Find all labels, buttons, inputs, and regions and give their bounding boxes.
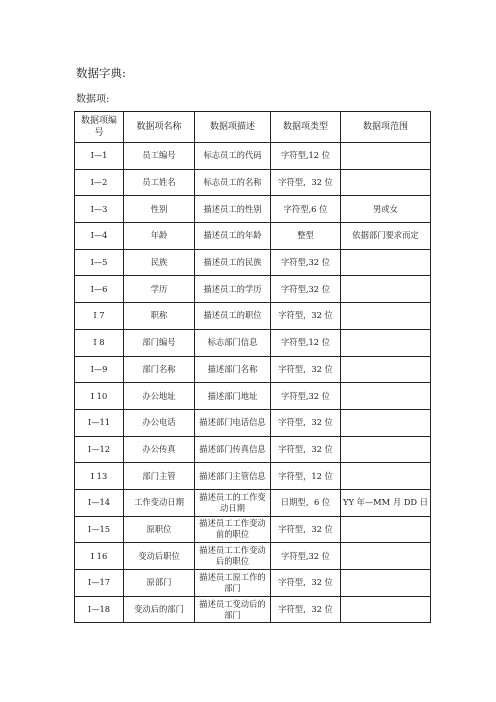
cell-type: 字符型,32 位 <box>271 543 341 570</box>
cell-type: 字符型，32 位 <box>271 436 341 463</box>
cell-range <box>341 409 431 436</box>
cell-type: 字符型，32 位 <box>271 169 341 196</box>
cell-type: 整型 <box>271 223 341 250</box>
cell-id: I 10 <box>75 383 124 410</box>
cell-desc: 标志员工的代码 <box>195 143 271 170</box>
header-name: 数据项名称 <box>124 112 195 143</box>
table-row <box>75 383 431 410</box>
table-row <box>75 249 431 276</box>
table-row <box>75 409 431 436</box>
header-type: 数据项类型 <box>271 112 341 143</box>
cell-type: 字符型,32 位 <box>271 276 341 303</box>
cell-desc: 描述员工工作变动后的职位 <box>195 543 271 570</box>
cell-desc: 描述部门电话信息 <box>195 409 271 436</box>
table-row <box>75 196 431 223</box>
table-row <box>75 329 431 356</box>
cell-range: 男或女 <box>341 196 431 223</box>
table-row <box>75 543 431 570</box>
cell-range <box>341 143 431 170</box>
cell-id: I 7 <box>75 303 124 330</box>
cell-desc: 描述员工的民族 <box>195 249 271 276</box>
cell-desc: 描述部门地址 <box>195 383 271 410</box>
cell-desc: 标志员工的名称 <box>195 169 271 196</box>
cell-name: 办公传真 <box>124 436 195 463</box>
header-desc: 数据项描述 <box>195 112 271 143</box>
cell-name: 性别 <box>124 196 195 223</box>
cell-desc: 描述员工的职位 <box>195 303 271 330</box>
cell-type: 字符型，12 位 <box>271 463 341 490</box>
cell-name: 办公电话 <box>124 409 195 436</box>
cell-range: 依据部门要求而定 <box>341 223 431 250</box>
cell-range <box>341 436 431 463</box>
cell-type: 字符型,6 位 <box>271 196 341 223</box>
cell-desc: 描述员工的学历 <box>195 276 271 303</box>
cell-range <box>341 356 431 383</box>
cell-id: I—14 <box>75 489 124 516</box>
cell-id: I—12 <box>75 436 124 463</box>
table-row <box>75 489 431 516</box>
cell-id: I—3 <box>75 196 124 223</box>
cell-desc: 标志部门信息 <box>195 329 271 356</box>
cell-range <box>341 596 431 623</box>
table-row <box>75 596 431 623</box>
cell-type: 字符型，32 位 <box>271 596 341 623</box>
cell-type: 字符型,32 位 <box>271 383 341 410</box>
cell-type: 字符型,12 位 <box>271 143 341 170</box>
cell-desc: 描述员工的年龄 <box>195 223 271 250</box>
cell-id: I—18 <box>75 596 124 623</box>
cell-type: 字符型,32 位 <box>271 249 341 276</box>
header-id: 数据项编号 <box>75 112 124 143</box>
cell-range <box>341 383 431 410</box>
cell-range <box>341 570 431 597</box>
cell-type: 字符型，32 位 <box>271 356 341 383</box>
table-row <box>75 276 431 303</box>
cell-id: I—17 <box>75 570 124 597</box>
cell-name: 部门名称 <box>124 356 195 383</box>
cell-name: 部门编号 <box>124 329 195 356</box>
cell-id: I—2 <box>75 169 124 196</box>
table-row <box>75 143 431 170</box>
cell-range: YY 年—MM 月 DD 日 <box>341 489 431 516</box>
data-dictionary-table <box>74 111 431 623</box>
cell-desc: 描述部门名称 <box>195 356 271 383</box>
cell-type: 日期型，6 位 <box>271 489 341 516</box>
cell-range <box>341 543 431 570</box>
table-row <box>75 570 431 597</box>
cell-type: 字符型,12 位 <box>271 329 341 356</box>
cell-desc: 描述员工工作变动前的职位 <box>195 516 271 543</box>
cell-name: 原职位 <box>124 516 195 543</box>
table-header-row <box>75 112 431 143</box>
cell-type: 字符型，32 位 <box>271 570 341 597</box>
cell-name: 员工编号 <box>124 143 195 170</box>
cell-id: I—4 <box>75 223 124 250</box>
cell-name: 原部门 <box>124 570 195 597</box>
cell-desc: 描述员工的工作变动日期 <box>195 489 271 516</box>
cell-name: 学历 <box>124 276 195 303</box>
table-row <box>75 436 431 463</box>
section-title: 数据项: <box>76 94 110 105</box>
cell-type: 字符型，32 位 <box>271 409 341 436</box>
table-row <box>75 463 431 490</box>
cell-range <box>341 303 431 330</box>
cell-id: I 16 <box>75 543 124 570</box>
cell-name: 员工姓名 <box>124 169 195 196</box>
cell-type: 字符型，32 位 <box>271 516 341 543</box>
table-body <box>75 143 431 623</box>
cell-id: I—11 <box>75 409 124 436</box>
cell-range <box>341 516 431 543</box>
cell-desc: 描述部门传真信息 <box>195 436 271 463</box>
cell-name: 工作变动日期 <box>124 489 195 516</box>
cell-id: I—6 <box>75 276 124 303</box>
cell-name: 职称 <box>124 303 195 330</box>
cell-desc: 描述员工的性别 <box>195 196 271 223</box>
table-row <box>75 516 431 543</box>
cell-id: I—1 <box>75 143 124 170</box>
cell-id: I—15 <box>75 516 124 543</box>
table-row <box>75 223 431 250</box>
cell-desc: 描述部门主管信息 <box>195 463 271 490</box>
cell-id: I 8 <box>75 329 124 356</box>
cell-range <box>341 169 431 196</box>
cell-desc: 描述员工原工作的部门 <box>195 570 271 597</box>
page-title: 数据字典: <box>76 66 126 80</box>
cell-range <box>341 463 431 490</box>
cell-name: 变动后的部门 <box>124 596 195 623</box>
table-row <box>75 356 431 383</box>
cell-name: 民族 <box>124 249 195 276</box>
cell-name: 部门主管 <box>124 463 195 490</box>
cell-name: 年龄 <box>124 223 195 250</box>
table-row <box>75 303 431 330</box>
cell-id: I—9 <box>75 356 124 383</box>
cell-id: I 13 <box>75 463 124 490</box>
cell-desc: 描述员工变动后的部门 <box>195 596 271 623</box>
cell-range <box>341 249 431 276</box>
table-row <box>75 169 431 196</box>
cell-range <box>341 329 431 356</box>
cell-range <box>341 276 431 303</box>
cell-name: 办公地址 <box>124 383 195 410</box>
cell-id: I—5 <box>75 249 124 276</box>
header-range: 数据项范围 <box>341 112 431 143</box>
cell-name: 变动后职位 <box>124 543 195 570</box>
cell-type: 字符型，32 位 <box>271 303 341 330</box>
